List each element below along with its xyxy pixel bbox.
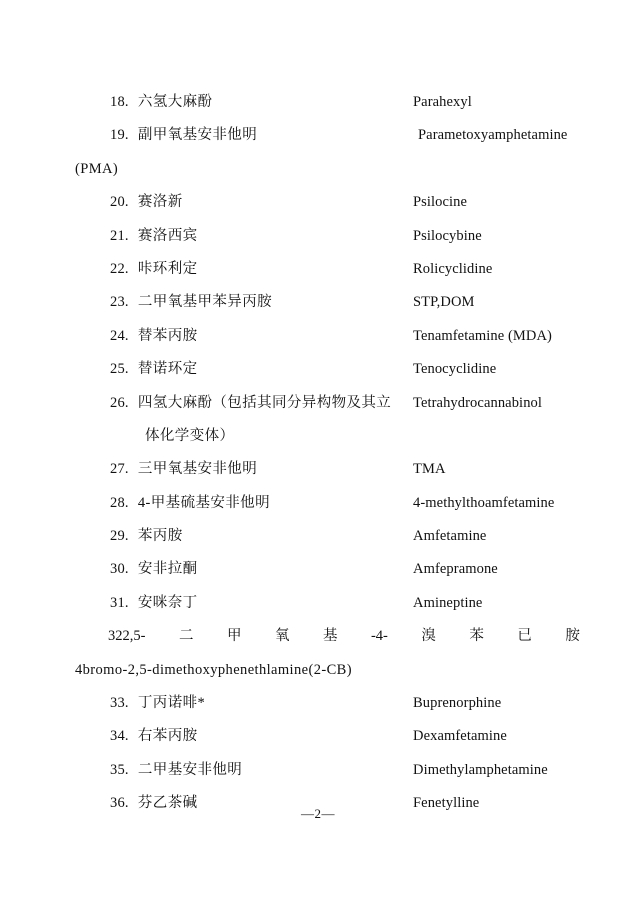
list-item-chinese-name: 六氢大麻酚: [137, 94, 213, 110]
list-item-chinese-name: 三甲氧基安非他明: [137, 461, 258, 478]
list-item-separator: .: [124, 795, 129, 812]
list-item-number: 27: [110, 461, 125, 478]
list-item-number: 26: [110, 394, 125, 411]
list-item-separator: .: [124, 194, 129, 211]
list-item-32: [75, 620, 580, 653]
list-item-separator: .: [124, 227, 129, 244]
list-item-32-token: 溴: [421, 628, 436, 645]
list-item-separator: .: [124, 294, 129, 311]
list-item-chinese: [110, 553, 198, 586]
list-item-chinese-name: 四氢大麻酚（包括其同分异构物及其立: [137, 394, 392, 411]
list-item-32-token: 基: [322, 628, 338, 645]
list-item-continuation: [75, 153, 580, 186]
list-item-english: Rolicyclidine: [413, 260, 493, 277]
list-item-32-token: 甲: [226, 628, 242, 645]
list-item-32-number-prefix: 322,5-: [108, 628, 146, 645]
list-item-english: Buprenorphine: [413, 695, 502, 712]
list-item: [75, 387, 580, 420]
list-item-english: Psilocine: [413, 194, 468, 211]
list-item-separator: .: [124, 528, 129, 545]
list-item: [75, 253, 580, 286]
list-item-chinese-name: 4-甲基硫基安非他明: [137, 494, 270, 511]
list-item: [75, 353, 580, 386]
list-item: [75, 320, 580, 353]
list-item-chinese: [110, 487, 270, 520]
list-item-chinese: [110, 253, 198, 286]
list-item-english: Psilocybine: [413, 227, 482, 244]
list-item: [75, 687, 580, 720]
list-item-32-token: 氧: [274, 628, 290, 645]
list-item-chinese-name: 替诺环定: [137, 361, 198, 378]
list-item: [75, 553, 580, 586]
list-item: [75, 220, 580, 253]
list-item-separator: .: [124, 94, 129, 110]
list-item-number: 23: [110, 294, 125, 311]
list-item-number: 31: [110, 594, 125, 611]
list-item-separator: .: [124, 494, 129, 511]
list-item-chinese-name: 安非拉酮: [137, 561, 198, 578]
list-item-separator: .: [124, 260, 129, 277]
list-item-number: 18: [110, 94, 125, 110]
list-item-number: 21: [110, 227, 125, 244]
list-item-number: 22: [110, 260, 125, 277]
list-item-chinese-name: 苯丙胺: [137, 528, 183, 545]
list-item: [75, 720, 580, 753]
list-item-chinese: [110, 220, 198, 253]
list-item: [75, 754, 580, 787]
list-item-english: Amineptine: [413, 594, 483, 611]
list-item-chinese: [110, 186, 183, 219]
list-item-chinese: [110, 387, 391, 420]
list-item-english: Parahexyl: [413, 94, 472, 110]
list-item-separator: .: [124, 361, 129, 378]
list-item-chinese-name: 丁丙诺啡*: [137, 695, 206, 712]
list-item-english: Dexamfetamine: [413, 728, 507, 745]
list-item-number: 20: [110, 194, 125, 211]
list-item-32-token: 二: [178, 628, 194, 645]
list-item-english: Amfepramone: [413, 561, 498, 578]
substance-list: [75, 86, 580, 821]
list-item: [75, 520, 580, 553]
list-item-english: 4-methylthoamfetamine: [413, 494, 555, 511]
list-item-chinese-name: 体化学变体）: [145, 427, 235, 444]
list-item-separator: .: [124, 394, 129, 411]
list-item-number: 34: [110, 728, 125, 745]
list-item-number: 29: [110, 528, 125, 545]
list-item-chinese-name: 安咪奈丁: [137, 594, 198, 611]
list-item-32-english-line: [75, 654, 580, 687]
list-item-32-token: 苯: [469, 628, 484, 645]
list-item-separator: .: [124, 561, 129, 578]
list-item-english: Fenetylline: [413, 795, 480, 812]
list-item-separator: .: [124, 695, 129, 712]
list-item-chinese: [110, 720, 198, 753]
list-item-english: Tetrahydrocannabinol: [413, 394, 543, 411]
list-item-chinese-name: 咔环利定: [137, 260, 198, 277]
list-item-english: Tenamfetamine (MDA): [413, 327, 552, 344]
list-item-number: 36: [110, 795, 125, 812]
list-item-number: 30: [110, 561, 125, 578]
list-item-chinese-name: 赛洛新: [137, 194, 183, 211]
list-item-chinese-name: 副甲氧基安非他明: [137, 127, 258, 144]
list-item-english: Amfetamine: [413, 528, 487, 545]
list-item-chinese-name: 替苯丙胺: [137, 327, 198, 344]
list-item-chinese: [110, 286, 272, 319]
list-item-english: Tenocyclidine: [413, 361, 497, 378]
list-item-continuation: [75, 420, 580, 453]
list-item: [75, 86, 580, 119]
list-item-number: 19: [110, 127, 125, 144]
list-item-32-token: 胺: [565, 628, 580, 645]
list-item: [75, 286, 580, 319]
list-item-chinese: [110, 587, 198, 620]
list-item-separator: .: [124, 594, 129, 611]
list-item-number: 24: [110, 327, 125, 344]
list-item-english: TMA: [413, 461, 446, 478]
page-number-footer: —2—: [301, 806, 335, 821]
list-item-separator: .: [124, 728, 129, 745]
list-item-32-token: -4-: [370, 628, 388, 645]
list-item: [75, 487, 580, 520]
list-item-chinese: [110, 453, 257, 486]
list-item-separator: .: [124, 461, 129, 478]
list-item: [75, 587, 580, 620]
list-item-chinese-name: 二甲基安非他明: [137, 761, 243, 778]
list-item-number: 25: [110, 361, 125, 378]
list-item-chinese: [110, 754, 242, 787]
list-item-separator: .: [124, 127, 129, 144]
list-item-chinese: [110, 353, 198, 386]
list-item-chinese: [110, 86, 212, 119]
list-item: [75, 186, 580, 219]
list-item-chinese-name: 二甲氧基甲苯异丙胺: [137, 294, 273, 311]
list-item-32-english: 4bromo-2,5-dimethoxyphenethlamine(2-CB): [75, 661, 352, 678]
list-item-chinese: [110, 320, 198, 353]
list-item-chinese: [110, 520, 183, 553]
list-item-separator: .: [124, 327, 129, 344]
list-item: [75, 453, 580, 486]
list-item-english: Dimethylamphetamine: [413, 761, 548, 778]
list-item-chinese: [110, 687, 205, 720]
list-item-chinese-name: 赛洛西宾: [137, 227, 198, 244]
list-item-32-spread-line: [75, 620, 580, 653]
list-item: [75, 119, 580, 152]
list-item-number: 35: [110, 761, 125, 778]
list-item-chinese: [110, 119, 257, 152]
list-item-english: Parametoxyamphetamine: [418, 127, 568, 144]
list-item-number: 28: [110, 494, 125, 511]
list-item-chinese-name: (PMA): [75, 160, 119, 177]
list-item-32-token: 已: [517, 628, 532, 645]
list-item-chinese-name: 芬乙茶碱: [137, 795, 198, 812]
list-item-english: STP,DOM: [413, 294, 475, 311]
list-item-number: 33: [110, 695, 125, 712]
list-item-chinese-name: 右苯丙胺: [137, 728, 198, 745]
list-item-separator: .: [124, 761, 129, 778]
